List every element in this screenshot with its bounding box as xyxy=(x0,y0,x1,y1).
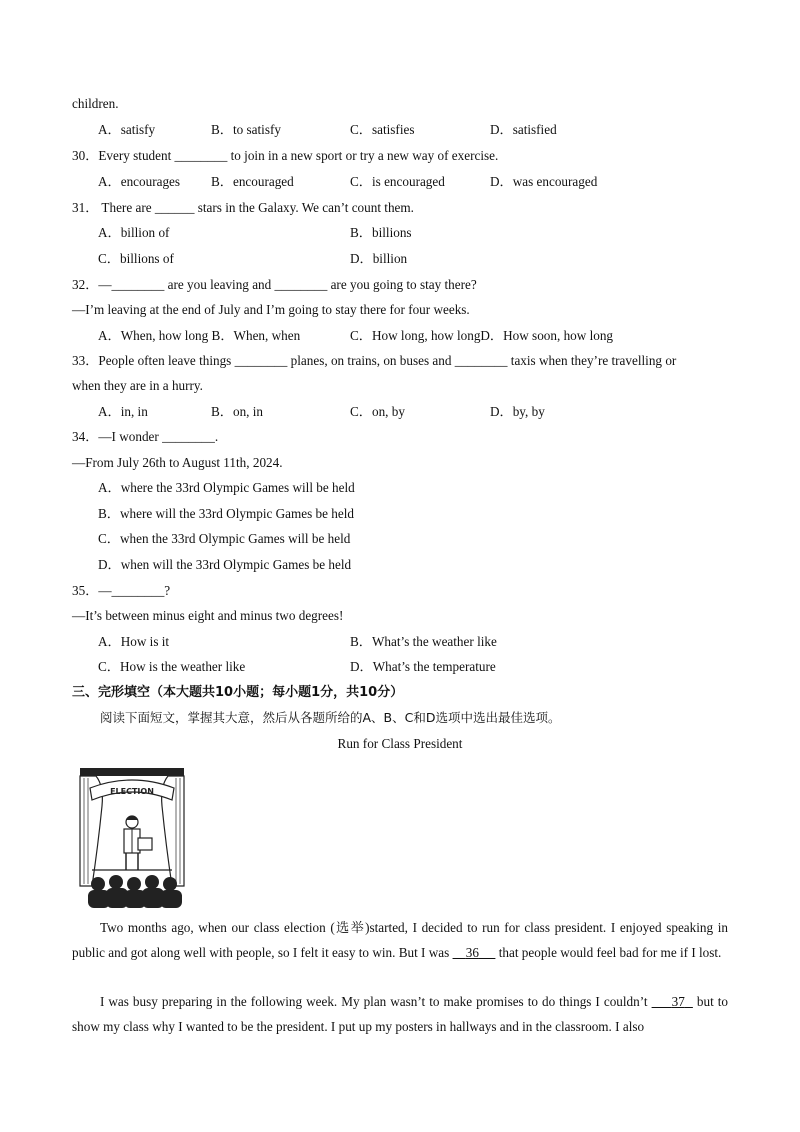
p1-text-a: Two months ago, when our class election (选举)started, I decided to run for class president. I enjoyed speaking in public and got along well with people, so I felt it easy to win. But I was xyxy=(72,920,728,960)
q32-options-ab: A．When, how long B．When, when xyxy=(98,328,301,343)
passage-title: Run for Class President xyxy=(337,736,463,751)
q30-option-b: B．encouraged xyxy=(211,174,294,189)
q29-option-a: A．satisfy xyxy=(98,122,156,137)
q33-option-d: D．by, by xyxy=(490,404,545,419)
section-instruction: 阅读下面短文，掌握其大意，然后从各题所给的A、B、C和D选项中选出最佳选项。 xyxy=(100,710,561,725)
blank-36: 36 xyxy=(465,945,479,960)
q31-option-c: C．billions of xyxy=(98,251,174,266)
question-33: 33．People often leave things ________ planes, on trains, on buses and ________ taxis when they’re travelling or xyxy=(72,353,677,368)
question-33-continued: when they are in a hurry. xyxy=(72,378,203,393)
q34-option-b: B．where will the 33rd Olympic Games be held xyxy=(98,506,354,521)
q32-options-cd: C．How long, how longD．How soon, how long xyxy=(350,328,614,343)
blank-37: 37 xyxy=(671,994,685,1009)
passage-paragraph-2 xyxy=(72,989,728,1039)
q34-option-d: D．when will the 33rd Olympic Games be held xyxy=(98,557,352,572)
q34-option-a: A．where the 33rd Olympic Games will be held xyxy=(98,480,355,495)
passage-paragraph-1 xyxy=(72,915,728,965)
q30-option-d: D．was encouraged xyxy=(490,174,598,189)
question-35-answer: —It’s between minus eight and minus two degrees! xyxy=(72,608,344,623)
q31-option-a: A．billion of xyxy=(98,225,170,240)
q33-option-c: C．on, by xyxy=(350,404,405,419)
banner-text: ELECTION xyxy=(110,787,154,796)
election-illustration xyxy=(76,766,188,908)
q35-option-a: A．How is it xyxy=(98,634,170,649)
q29-option-b: B．to satisfy xyxy=(211,122,281,137)
q29-option-c: C．satisfies xyxy=(350,122,415,137)
q29-option-d: D．satisfied xyxy=(490,122,557,137)
q33-option-b: B．on, in xyxy=(211,404,264,419)
q34-option-c: C．when the 33rd Olympic Games will be held xyxy=(98,531,351,546)
question-34-answer: —From July 26th to August 11th, 2024. xyxy=(72,455,283,470)
q35-option-c: C．How is the weather like xyxy=(98,659,246,674)
p2-text-b: but to show my class why I wanted to be the president. I put up my posters in hallways and in the classroom. I also xyxy=(72,994,729,1034)
question-32-answer: —I’m leaving at the end of July and I’m going to stay there for four weeks. xyxy=(72,302,470,317)
q30-option-c: C．is encouraged xyxy=(350,174,445,189)
q31-option-b: B．billions xyxy=(350,225,412,240)
q31-option-d: D．billion xyxy=(350,251,408,266)
question-34: 34．—I wonder ________. xyxy=(72,429,219,444)
question-32: 32．—________ are you leaving and ________ are you going to stay there? xyxy=(72,277,477,292)
question-35: 35．—________? xyxy=(72,583,171,598)
q35-option-d: D．What’s the temperature xyxy=(350,659,496,674)
q33-option-a: A．in, in xyxy=(98,404,148,419)
q30-option-a: A．encourages xyxy=(98,174,181,189)
p2-text-a: I was busy preparing in the following week. My plan wasn’t to make promises to do things I couldn’t xyxy=(100,994,652,1009)
question-29-tail: children. xyxy=(72,96,119,111)
q35-option-b: B．What’s the weather like xyxy=(350,634,497,649)
p1-text-b: that people would feel bad for me if I lost. xyxy=(495,945,722,960)
question-31: 31． There are ______ stars in the Galaxy. We can’t count them. xyxy=(72,200,414,215)
question-30: 30．Every student ________ to join in a new sport or try a new way of exercise. xyxy=(72,148,499,163)
section-heading: 三、完形填空（本大题共10小题；每小题1分，共10分） xyxy=(72,685,404,700)
